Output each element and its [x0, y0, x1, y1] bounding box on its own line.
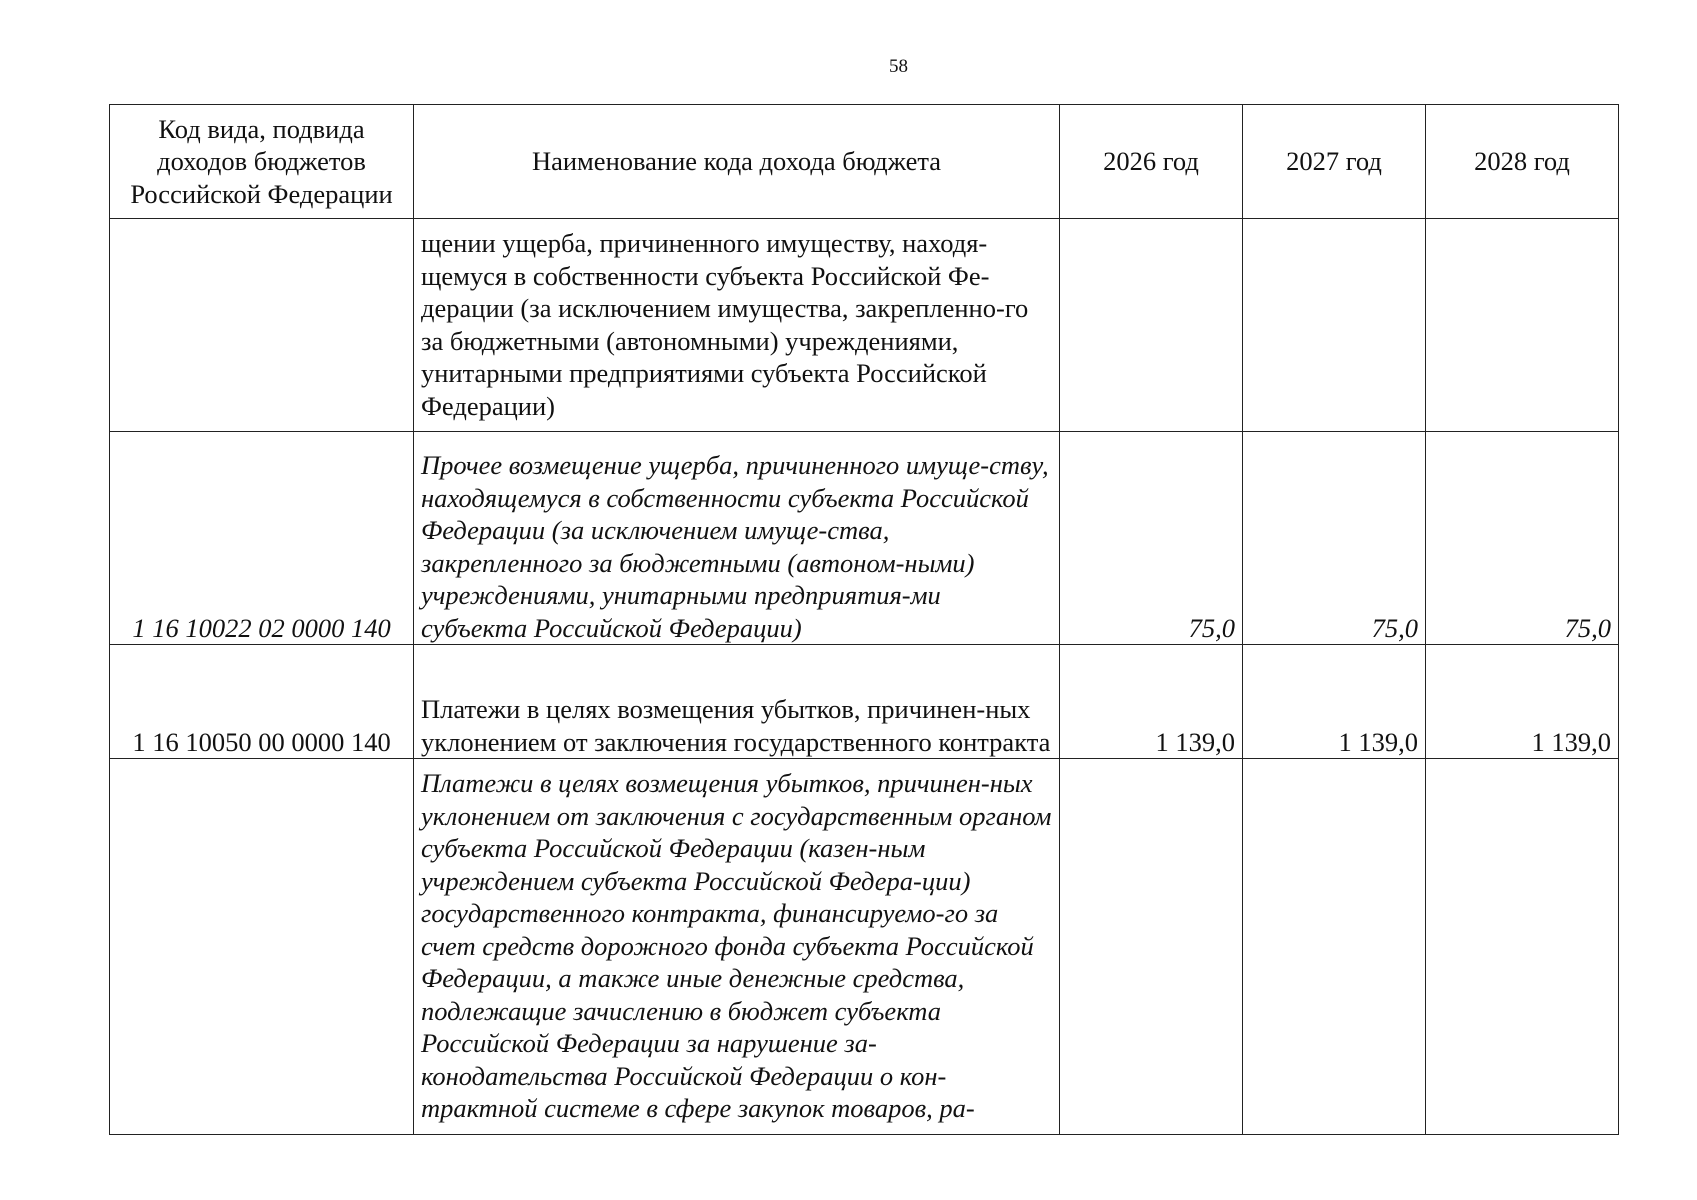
header-2027: 2027 год: [1243, 105, 1426, 219]
row-name: щении ущерба, причиненного имуществу, находя-щемуся в собственности субъекта Российской Фе-дерации (за исключением имущества, закрепленно-го за бюджетными (автономными) учреждениями, унитарными предприятиями субъекта Российской Федерации): [414, 219, 1060, 432]
table-row: [110, 432, 1619, 645]
row-value-2026: 75,0: [1060, 432, 1243, 645]
row-value-2026: 1 139,0: [1060, 645, 1243, 759]
row-name: Платежи в целях возмещения убытков, причинен-ных уклонением от заключения с государственным органом субъекта Российской Федерации (казен-ным учреждением субъекта Российской Федера-ции) государственного контракта, финансируемо-го за счет средств дорожного фонда субъекта Российской Федерации, а также иные денежные средства, подлежащие зачислению в бюджет субъекта Российской Федерации за нарушение за-конодательства Российской Федерации о кон-трактной системе в сфере закупок товаров, ра-: [414, 759, 1060, 1135]
header-2028: 2028 год: [1426, 105, 1619, 219]
table-row: [110, 645, 1619, 759]
row-value-2028: 1 139,0: [1426, 645, 1619, 759]
row-value-2028: [1426, 759, 1619, 1135]
header-name: Наименование кода дохода бюджета: [414, 105, 1060, 219]
row-value-2027: [1243, 219, 1426, 432]
table-row: [110, 219, 1619, 432]
row-code: 1 16 10050 00 0000 140: [110, 645, 414, 759]
row-value-2028: 75,0: [1426, 432, 1619, 645]
budget-revenue-table: [109, 104, 1619, 1135]
row-value-2027: [1243, 759, 1426, 1135]
row-value-2027: 75,0: [1243, 432, 1426, 645]
row-value-2027: 1 139,0: [1243, 645, 1426, 759]
table-row: [110, 759, 1619, 1135]
row-code: [110, 219, 414, 432]
row-code: 1 16 10022 02 0000 140: [110, 432, 414, 645]
page-number: 58: [889, 56, 908, 77]
row-value-2028: [1426, 219, 1619, 432]
header-code: Код вида, подвида доходов бюджетов Российской Федерации: [110, 105, 414, 219]
row-code: [110, 759, 414, 1135]
row-value-2026: [1060, 219, 1243, 432]
header-2026: 2026 год: [1060, 105, 1243, 219]
table-header-row: [110, 105, 1619, 219]
row-name: Платежи в целях возмещения убытков, причинен-ных уклонением от заключения государственного контракта: [414, 645, 1060, 759]
row-name: Прочее возмещение ущерба, причиненного имуще-ству, находящемуся в собственности субъекта Российской Федерации (за исключением имуще-ства, закрепленного за бюджетными (автоном-ными) учреждениями, унитарными предприятия-ми субъекта Российской Федерации): [414, 432, 1060, 645]
row-value-2026: [1060, 759, 1243, 1135]
